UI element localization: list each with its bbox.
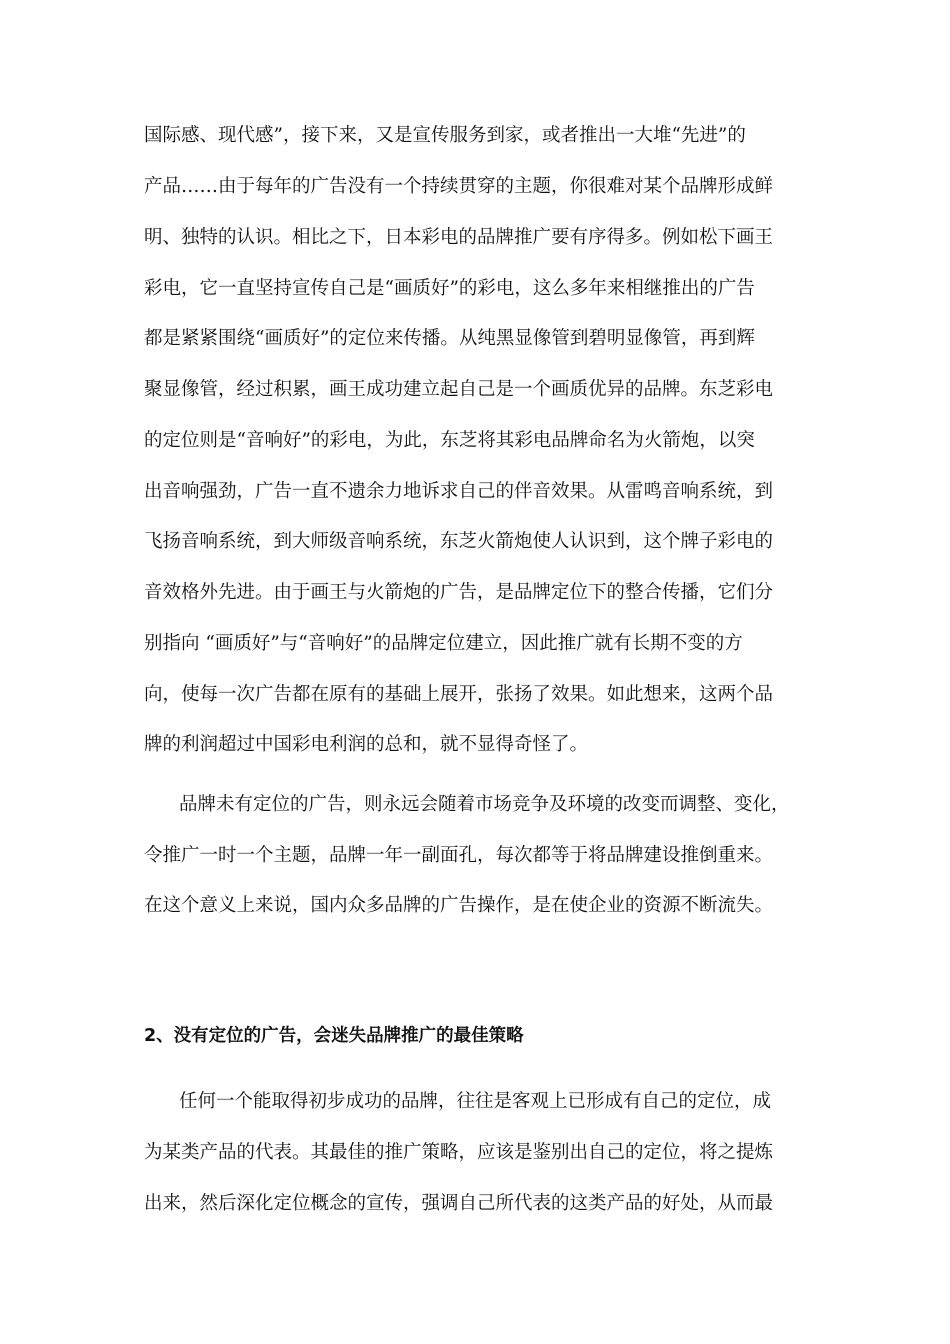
paragraph-line: 品牌未有定位的广告，则永远会随着市场竞争及环境的改变而调整、变化， <box>179 794 790 815</box>
paragraph-line: 向，使每一次广告都在原有的基础上展开，张扬了效果。如此想来，这两个品 <box>144 684 774 705</box>
paragraph-line: 为某类产品的代表。其最佳的推广策略，应该是鉴别出自己的定位，将之提炼 <box>144 1142 774 1163</box>
paragraph-line: 彩电，它一直坚持宣传自己是“画质好”的彩电，这么多年来相继推出的广告 <box>144 278 755 299</box>
paragraph-line: 聚显像管，经过积累，画王成功建立起自己是一个画质优异的品牌。东芝彩电 <box>144 379 774 400</box>
paragraph-line: 都是紧紧围绕“画质好”的定位来传播。从纯黑显像管到碧明显像管，再到辉 <box>144 328 755 349</box>
paragraph-line: 国际感、现代感”，接下来，又是宣传服务到家，或者推出一大堆“先进”的 <box>144 125 746 146</box>
section-heading: 2、没有定位的广告，会迷失品牌推广的最佳策略 <box>144 1026 524 1046</box>
paragraph-line: 别指向 “画质好”与“音响好”的品牌定位建立，因此推广就有长期不变的方 <box>144 633 743 654</box>
paragraph-line: 在这个意义上来说，国内众多品牌的广告操作，是在使企业的资源不断流失。 <box>144 895 774 916</box>
paragraph-line: 的定位则是“音响好”的彩电，为此，东芝将其彩电品牌命名为火箭炮，以突 <box>144 430 755 451</box>
paragraph-line: 音效格外先进。由于画王与火箭炮的广告，是品牌定位下的整合传播，它们分 <box>144 582 774 603</box>
paragraph-line: 令推广一时一个主题，品牌一年一副面孔，每次都等于将品牌建设推倒重来。 <box>144 845 774 866</box>
paragraph-line: 出来，然后深化定位概念的宣传，强调自己所代表的这类产品的好处，从而最 <box>144 1193 774 1214</box>
paragraph-line: 明、独特的认识。相比之下，日本彩电的品牌推广要有序得多。例如松下画王 <box>144 227 774 248</box>
paragraph-line: 飞扬音响系统，到大师级音响系统，东芝火箭炮使人认识到，这个牌子彩电的 <box>144 531 774 552</box>
paragraph-line: 任何一个能取得初步成功的品牌，往往是客观上已形成有自己的定位，成 <box>179 1091 772 1112</box>
paragraph-line: 牌的利润超过中国彩电利润的总和，就不显得奇怪了。 <box>144 734 589 755</box>
paragraph-line: 出音响强劲，广告一直不遗余力地诉求自己的伴音效果。从雷鸣音响系统，到 <box>144 481 774 502</box>
paragraph-line: 产品……由于每年的广告没有一个持续贯穿的主题，你很难对某个品牌形成鲜 <box>144 176 774 197</box>
